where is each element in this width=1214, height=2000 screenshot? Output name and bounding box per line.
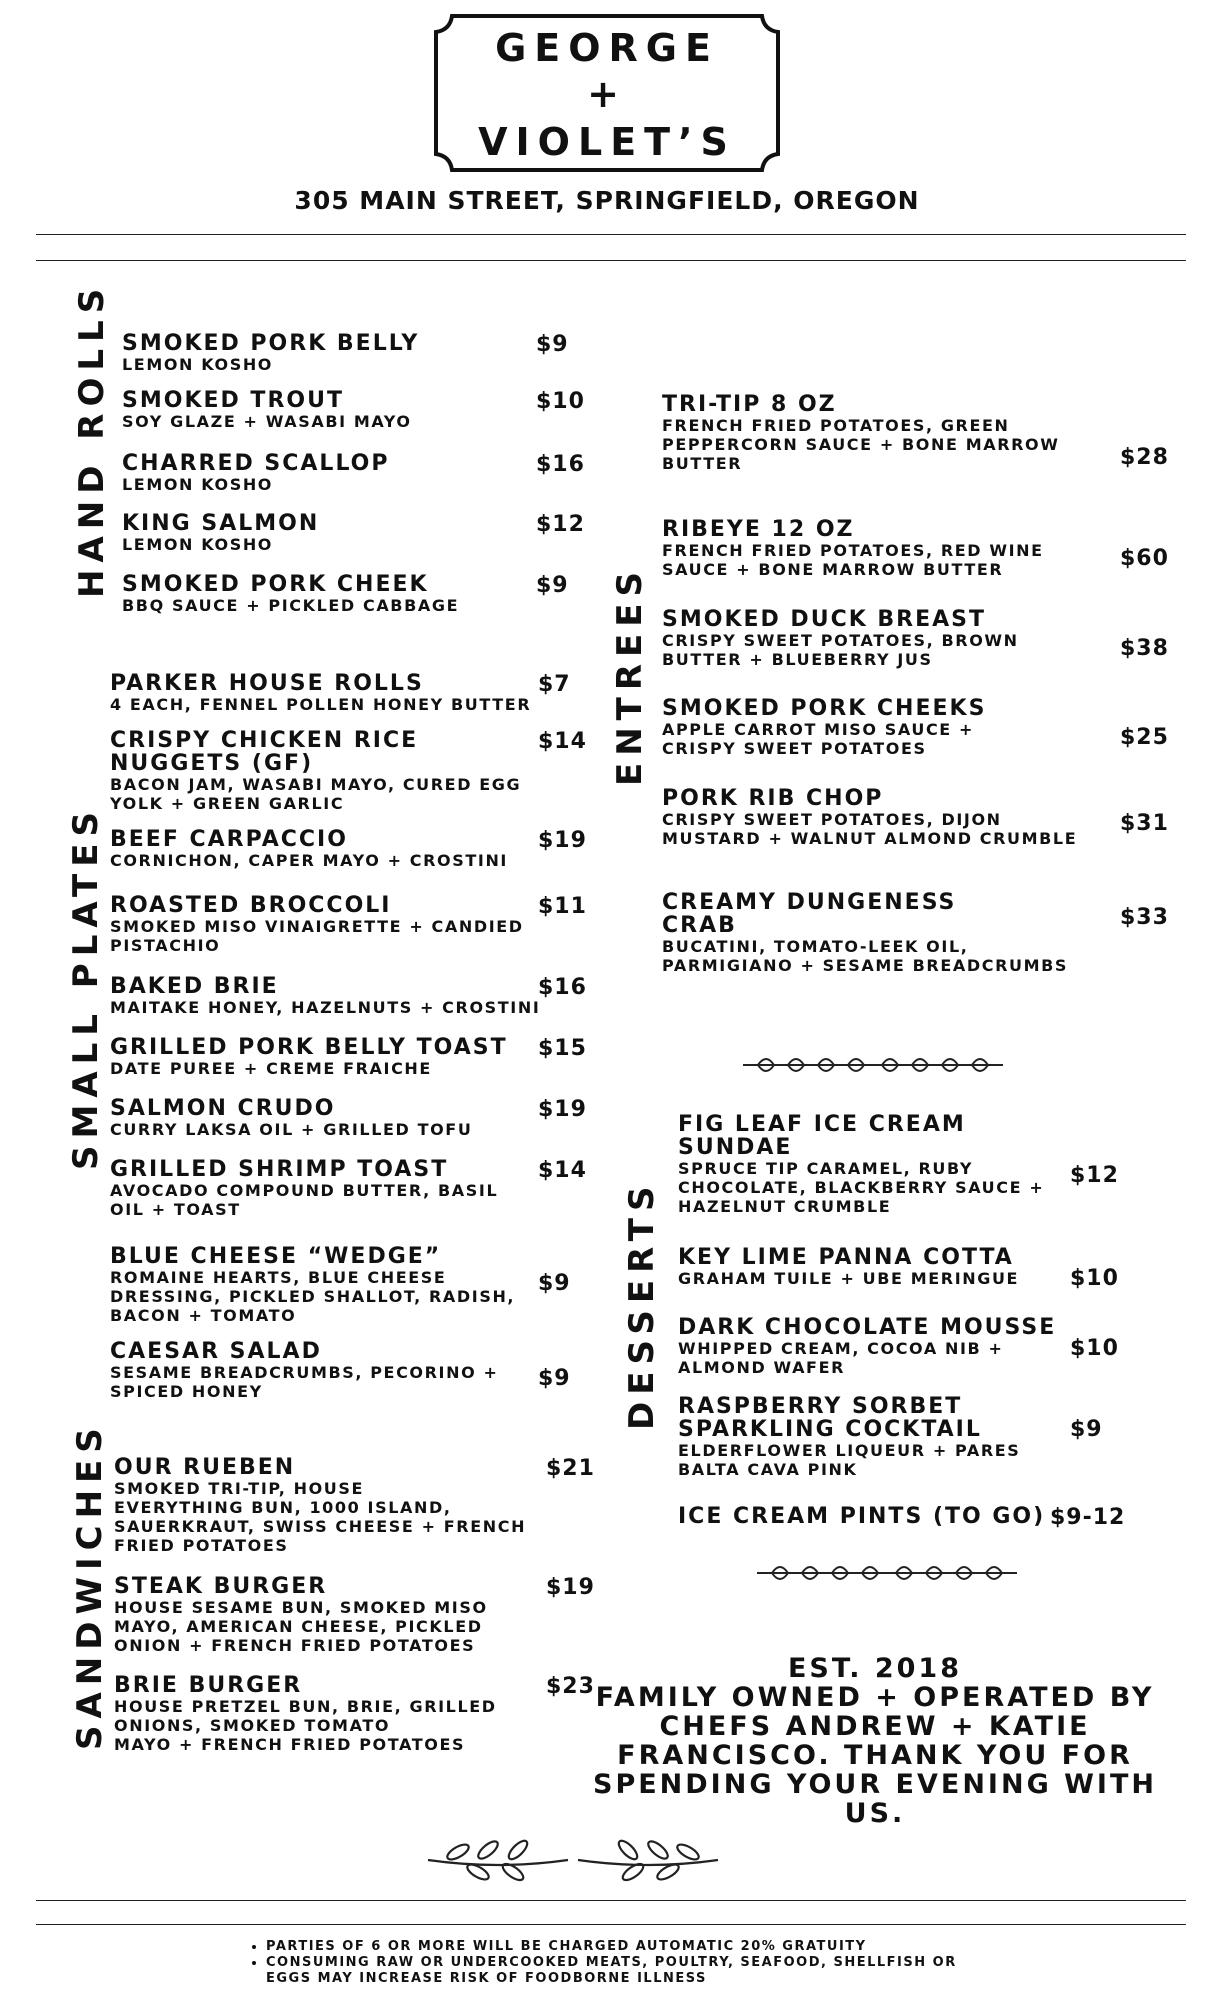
item-description: HOUSE SESAME BUN, SMOKED MISO MAYO, AMERICAN CHEESE, PICKLED ONION + FRENCH FRIED POTATOES: [114, 1598, 488, 1655]
item-name: KEY LIME PANNA COTTA: [678, 1245, 1014, 1270]
divider: [36, 1924, 1186, 1925]
menu-item: [114, 1456, 526, 1555]
item-price: $23: [546, 1674, 595, 1699]
item-price: $14: [538, 729, 587, 754]
item-description: CURRY LAKSA OIL + GRILLED TOFU: [110, 1120, 473, 1139]
footnote-raw-warning: • CONSUMING RAW OR UNDERCOOKED MEATS, POULTRY, SEAFOOD, SHELLFISH OR EGGS MAY INCREASE RISK OF FOODBORNE ILLNESS: [266, 1955, 957, 1987]
item-price: $25: [1120, 725, 1169, 750]
menu-item: [114, 1575, 488, 1655]
menu-item: [110, 672, 531, 714]
item-price: $10: [1070, 1266, 1119, 1291]
item-description: BBQ SAUCE + PICKLED CABBAGE: [122, 596, 460, 615]
item-name: SMOKED DUCK BREAST: [662, 607, 987, 632]
item-description: SMOKED TRI-TIP, HOUSE EVERYTHING BUN, 1000 ISLAND, SAUERKRAUT, SWISS CHEESE + FRENCH FRIED POTATOES: [114, 1479, 527, 1555]
item-description: FRENCH FRIED POTATOES, RED WINE SAUCE + BONE MARROW BUTTER: [662, 541, 1044, 579]
item-name: OUR RUEBEN: [114, 1455, 296, 1480]
divider: [36, 234, 1186, 235]
footnote-gratuity: • PARTIES OF 6 OR MORE WILL BE CHARGED AUTOMATIC 20% GRATUITY: [266, 1939, 957, 1955]
item-price: $7: [538, 672, 571, 697]
item-price: $19: [538, 1097, 587, 1122]
item-price: $10: [536, 389, 585, 414]
menu-item: [122, 512, 319, 554]
menu-item: [678, 1505, 1045, 1528]
item-price: $11: [538, 894, 587, 919]
item-price: $33: [1120, 905, 1169, 930]
item-price: $9: [536, 573, 569, 598]
section-label-desserts: DESSERTS: [622, 1179, 662, 1430]
item-name: BAKED BRIE: [110, 974, 279, 999]
logo-line-1: GEORGE: [495, 26, 719, 70]
item-name: RASPBERRY SORBET SPARKLING COCKTAIL: [678, 1394, 982, 1442]
item-name: BEEF CARPACCIO: [110, 827, 348, 852]
item-description: GRAHAM TUILE + UBE MERINGUE: [678, 1269, 1020, 1288]
item-price: $9: [536, 332, 569, 357]
item-name: KING SALMON: [122, 511, 320, 536]
item-name: RIBEYE 12 OZ: [662, 517, 855, 542]
item-name: TRI-TIP 8 OZ: [662, 392, 837, 417]
menu-item: [662, 518, 1044, 579]
logo: [428, 12, 786, 174]
item-price: $19: [538, 828, 587, 853]
menu-item: [110, 828, 508, 870]
section-label-small-plates: SMALL PLATES: [66, 805, 106, 1170]
menu-item: [662, 891, 1068, 975]
item-name: SALMON CRUDO: [110, 1096, 336, 1121]
menu-item: [122, 389, 412, 431]
menu-item: [114, 1674, 497, 1754]
menu-item: [122, 573, 459, 615]
menu-item: [662, 393, 1060, 473]
menu-item: [110, 894, 524, 955]
item-name: ROASTED BROCCOLI: [110, 893, 392, 918]
divider: [36, 1900, 1186, 1901]
item-description: HOUSE PRETZEL BUN, BRIE, GRILLED ONIONS, SMOKED TOMATO MAYO + FRENCH FRIED POTATOES: [114, 1697, 497, 1754]
menu-item: [110, 1340, 498, 1401]
item-name: SMOKED TROUT: [122, 388, 344, 413]
item-description: MAITAKE HONEY, HAZELNUTS + CROSTINI: [110, 998, 541, 1017]
menu-item: [678, 1113, 1044, 1216]
item-price: $12: [1070, 1163, 1119, 1188]
menu-item: [678, 1316, 1056, 1377]
item-description: CORNICHON, CAPER MAYO + CROSTINI: [110, 851, 508, 870]
item-description: AVOCADO COMPOUND BUTTER, BASIL OIL + TOAST: [110, 1181, 499, 1219]
item-price: $28: [1120, 445, 1169, 470]
item-price: $14: [538, 1158, 587, 1183]
menu-item: [678, 1395, 1020, 1479]
item-name: SMOKED PORK CHEEK: [122, 572, 429, 597]
item-price: $19: [546, 1575, 595, 1600]
item-price: $60: [1120, 546, 1169, 571]
item-description: ROMAINE HEARTS, BLUE CHEESE DRESSING, PICKLED SHALLOT, RADISH, BACON + TOMATO: [110, 1268, 516, 1325]
item-description: SPRUCE TIP CARAMEL, RUBY CHOCOLATE, BLACKBERRY SAUCE + HAZELNUT CRUMBLE: [678, 1159, 1045, 1216]
menu-item: [110, 1245, 515, 1325]
item-description: BACON JAM, WASABI MAYO, CURED EGG YOLK + GREEN GARLIC: [110, 775, 522, 813]
item-name: ICE CREAM PINTS (TO GO): [678, 1504, 1046, 1529]
item-name: SMOKED PORK BELLY: [122, 331, 420, 356]
item-description: FRENCH FRIED POTATOES, GREEN PEPPERCORN SAUCE + BONE MARROW BUTTER: [662, 416, 1060, 473]
menu-item: [662, 787, 1077, 848]
footnotes: [248, 1939, 957, 1987]
item-name: BRIE BURGER: [114, 1673, 303, 1698]
menu-item: [122, 332, 419, 374]
logo-line-2: +: [587, 72, 627, 116]
item-name: CAESAR SALAD: [110, 1339, 322, 1364]
item-name: FIG LEAF ICE CREAM SUNDAE: [678, 1112, 966, 1160]
item-description: LEMON KOSHO: [122, 355, 274, 374]
item-name: PARKER HOUSE ROLLS: [110, 671, 424, 696]
divider: [36, 260, 1186, 261]
section-label-hand-rolls: HAND ROLLS: [72, 281, 112, 598]
menu-item: [110, 729, 521, 813]
item-description: BUCATINI, TOMATO-LEEK OIL, PARMIGIANO + SESAME BREADCRUMBS: [662, 937, 1069, 975]
section-label-entrees: ENTREES: [610, 565, 650, 786]
item-name: GRILLED PORK BELLY TOAST: [110, 1035, 508, 1060]
menu-item: [110, 1097, 472, 1139]
item-price: $21: [546, 1456, 595, 1481]
item-price: $9: [1070, 1417, 1103, 1442]
item-price: $10: [1070, 1336, 1119, 1361]
item-name: CHARRED SCALLOP: [122, 451, 390, 476]
logo-line-3: VIOLET’S: [478, 120, 736, 164]
item-price: $31: [1120, 811, 1169, 836]
menu-item: [122, 452, 390, 494]
laurel-ornament: [418, 1830, 728, 1890]
address: 305 MAIN STREET, SPRINGFIELD, OREGON: [294, 186, 920, 215]
item-price: $9-12: [1050, 1505, 1126, 1530]
section-label-sandwiches: SANDWICHES: [70, 1421, 110, 1750]
item-price: $9: [538, 1366, 571, 1391]
item-name: BLUE CHEESE “WEDGE”: [110, 1244, 442, 1269]
item-description: SESAME BREADCRUMBS, PECORINO + SPICED HONEY: [110, 1363, 499, 1401]
item-name: STEAK BURGER: [114, 1574, 328, 1599]
item-description: LEMON KOSHO: [122, 475, 274, 494]
about-text: EST. 2018 FAMILY OWNED + OPERATED BY CHEFS ANDREW + KATIE FRANCISCO. THANK YOU FOR SPENDING YOUR EVENING WITH US.: [593, 1653, 1157, 1829]
item-name: DARK CHOCOLATE MOUSSE: [678, 1315, 1057, 1340]
item-description: APPLE CARROT MISO SAUCE + CRISPY SWEET POTATOES: [662, 720, 975, 758]
item-price: $9: [538, 1271, 571, 1296]
item-price: $16: [538, 975, 587, 1000]
menu-item: [662, 608, 1019, 669]
menu-item: [110, 1158, 498, 1219]
item-description: LEMON KOSHO: [122, 535, 274, 554]
item-name: CREAMY DUNGENESS CRAB: [662, 890, 957, 938]
item-name: CRISPY CHICKEN RICE NUGGETS (GF): [110, 728, 419, 776]
item-description: ELDERFLOWER LIQUEUR + PARES BALTA CAVA PINK: [678, 1441, 1021, 1479]
laurel-divider: [738, 1050, 1008, 1080]
item-price: $12: [536, 512, 585, 537]
laurel-divider: [752, 1558, 1022, 1588]
item-name: PORK RIB CHOP: [662, 786, 884, 811]
item-name: SMOKED PORK CHEEKS: [662, 696, 987, 721]
menu-item: [662, 697, 986, 758]
item-description: SMOKED MISO VINAIGRETTE + CANDIED PISTACHIO: [110, 917, 524, 955]
item-description: 4 EACH, FENNEL POLLEN HONEY BUTTER: [110, 695, 532, 714]
item-description: DATE PUREE + CREME FRAICHE: [110, 1059, 432, 1078]
item-description: SOY GLAZE + WASABI MAYO: [122, 412, 412, 431]
item-description: CRISPY SWEET POTATOES, DIJON MUSTARD + WALNUT ALMOND CRUMBLE: [662, 810, 1078, 848]
item-name: GRILLED SHRIMP TOAST: [110, 1157, 449, 1182]
menu-item: [110, 1036, 508, 1078]
menu-item: [678, 1246, 1019, 1288]
item-price: $38: [1120, 636, 1169, 661]
item-description: CRISPY SWEET POTATOES, BROWN BUTTER + BLUEBERRY JUS: [662, 631, 1019, 669]
menu-item: [110, 975, 540, 1017]
item-price: $16: [536, 452, 585, 477]
item-price: $15: [538, 1036, 587, 1061]
item-description: WHIPPED CREAM, COCOA NIB + ALMOND WAFER: [678, 1339, 1004, 1377]
